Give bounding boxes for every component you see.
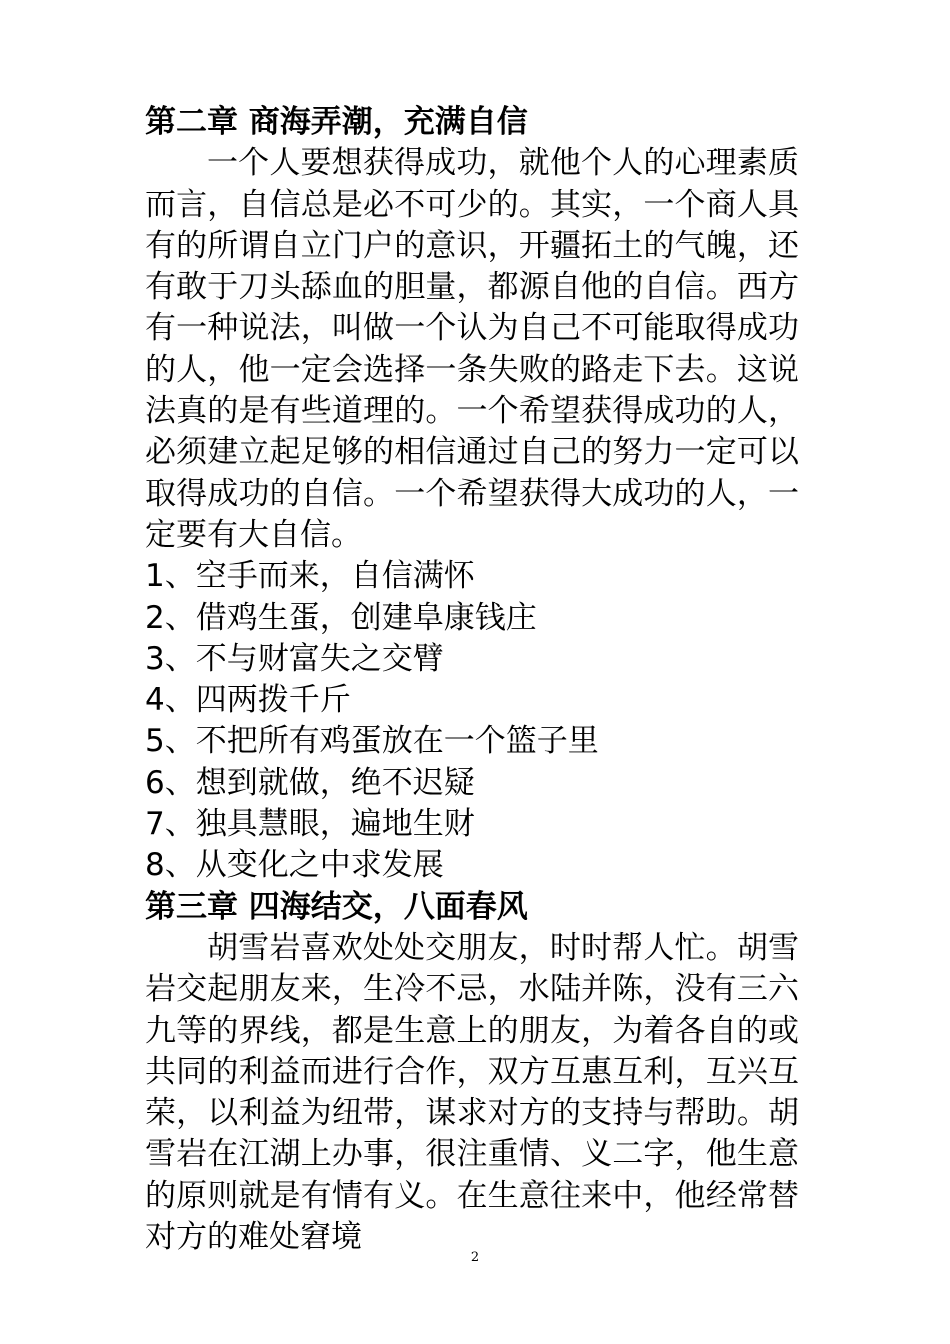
chapter-3-heading: 第三章 四海结交，八面春风 (145, 888, 528, 925)
chapter-2-section-list (145, 556, 799, 886)
page-number: 2 (470, 1250, 480, 1265)
chapter-3-paragraph: 胡雪岩喜欢处处交朋友，时时帮人忙。胡雪岩交起朋友来，生冷不忌，水陆并陈，没有三六九等的界线，都是生意上的朋友，为着各自的或共同的利益而进行合作，双方互惠互利，互兴互荣，以利益为纽带，谋求对方的支持与帮助。胡雪岩在江湖上办事，很注重情、义二字，他生意的原则就是有情有义。在生意往来中，他经常替对方的难处窘境 (145, 929, 799, 1256)
list-item: 6、想到就做，绝不迟疑 (145, 764, 475, 801)
list-item: 5、不把所有鸡蛋放在一个篮子里 (145, 723, 599, 760)
list-item: 2、借鸡生蛋，创建阜康钱庄 (145, 599, 537, 636)
list-item: 7、独具慧眼，遍地生财 (145, 806, 475, 843)
list-item: 8、从变化之中求发展 (145, 847, 444, 884)
list-item: 1、空手而来，自信满怀 (145, 558, 475, 595)
chapter-2-heading: 第二章 商海弄潮，充满自信 (145, 104, 528, 140)
list-item: 3、不与财富失之交臂 (145, 640, 444, 677)
document-page (145, 102, 799, 1258)
list-item: 4、四两拨千斤 (145, 682, 351, 719)
chapter-2-paragraph: 一个人要想获得成功，就他个人的心理素质而言，自信总是必不可少的。其实，一个商人具有的所谓自立门户的意识，开疆拓土的气魄，还有敢于刀头舔血的胆量，都源自他的自信。西方有一种说法，叫做一个认为自己不可能取得成功的人，他一定会选择一条失败的路走下去。这说法真的是有些道理的。一个希望获得成功的人，必须建立起足够的相信通过自己的努力一定可以取得成功的自信。一个希望获得大成功的人，一定要有大自信。 (145, 145, 799, 553)
